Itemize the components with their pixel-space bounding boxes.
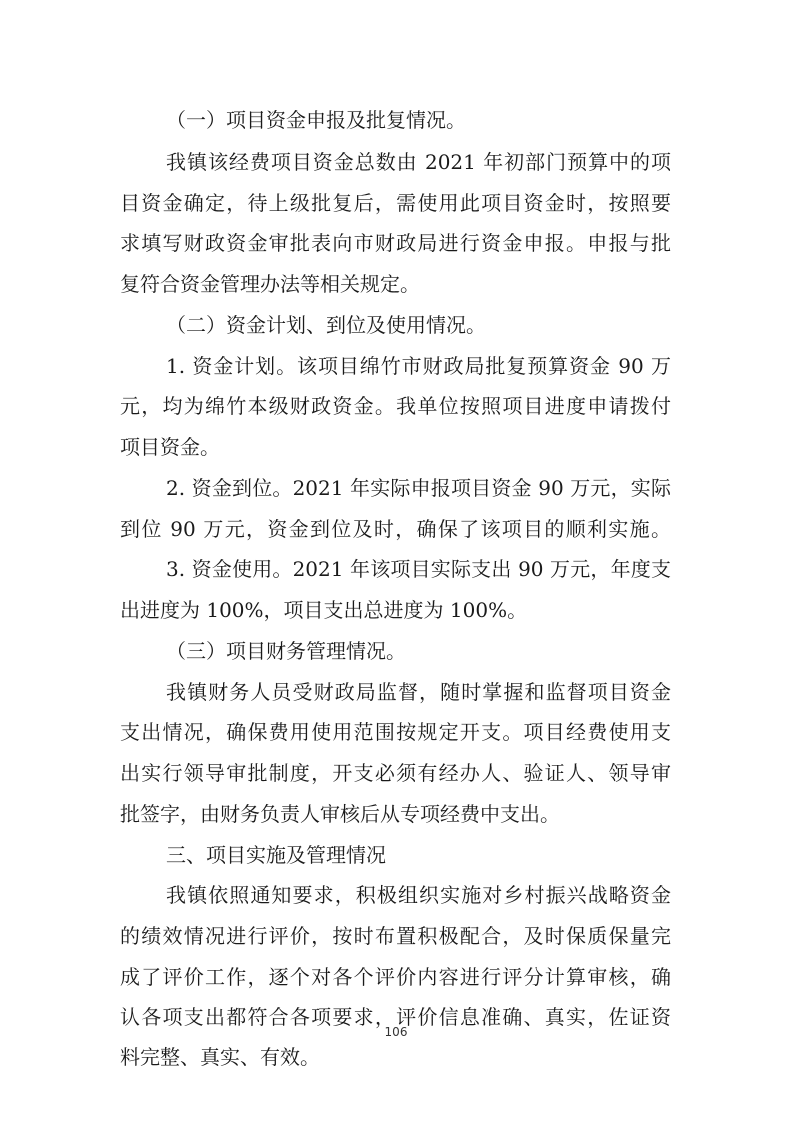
paragraph-line: 项目资金。 — [120, 435, 220, 459]
paragraph-line: 认各项支出都符合各项要求，评价信息准确、真实，佐证资 — [120, 1005, 671, 1029]
paragraph-line: 料完整、真实、有效。 — [120, 1045, 320, 1069]
section-heading-2: （二）资金计划、到位及使用情况。 — [166, 313, 486, 337]
paragraph-line: 出实行领导审批制度，开支必须有经办人、验证人、领导审 — [120, 761, 671, 785]
paragraph-line: 支出情况，确保费用使用范围按规定开支。项目经费使用支 — [120, 720, 671, 744]
paragraph-line: 到位 90 万元，资金到位及时，确保了该项目的顺利实施。 — [120, 517, 671, 541]
paragraph-line: 复符合资金管理办法等相关规定。 — [120, 272, 420, 296]
paragraph-line: 元，均为绵竹本级财政资金。我单位按照项目进度申请拨付 — [120, 394, 671, 418]
paragraph-line: 我镇依照通知要求，积极组织实施对乡村振兴战略资金 — [166, 883, 671, 907]
paragraph-line: 我镇财务人员受财政局监督，随时掌握和监督项目资金 — [166, 680, 671, 704]
paragraph-line: 2. 资金到位。2021 年实际申报项目资金 90 万元，实际 — [166, 476, 671, 500]
paragraph-line: 的绩效情况进行评价，按时布置积极配合，及时保质保量完 — [120, 924, 671, 948]
section-heading-main: 三、项目实施及管理情况 — [166, 843, 386, 867]
paragraph-line: 成了评价工作，逐个对各个评价内容进行评分计算审核，确 — [120, 965, 671, 989]
paragraph-line: 出进度为 100%，项目支出总进度为 100%。 — [120, 598, 528, 622]
paragraph-line: 3. 资金使用。2021 年该项目实际支出 90 万元，年度支 — [166, 557, 671, 581]
paragraph-line: 批签字，由财务负责人审核后从专项经费中支出。 — [120, 802, 560, 826]
section-heading-3: （三）项目财务管理情况。 — [166, 639, 406, 663]
paragraph-line: 目资金确定，待上级批复后，需使用此项目资金时，按照要 — [120, 191, 671, 215]
paragraph-line: 我镇该经费项目资金总数由 2021 年初部门预算中的项 — [166, 150, 671, 174]
page-number: 106 — [384, 1025, 408, 1039]
paragraph-line: 求填写财政资金审批表向市财政局进行资金申报。申报与批 — [120, 231, 671, 255]
paragraph-line: 1. 资金计划。该项目绵竹市财政局批复预算资金 90 万 — [166, 354, 671, 378]
section-heading-1: （一）项目资金申报及批复情况。 — [166, 108, 466, 132]
